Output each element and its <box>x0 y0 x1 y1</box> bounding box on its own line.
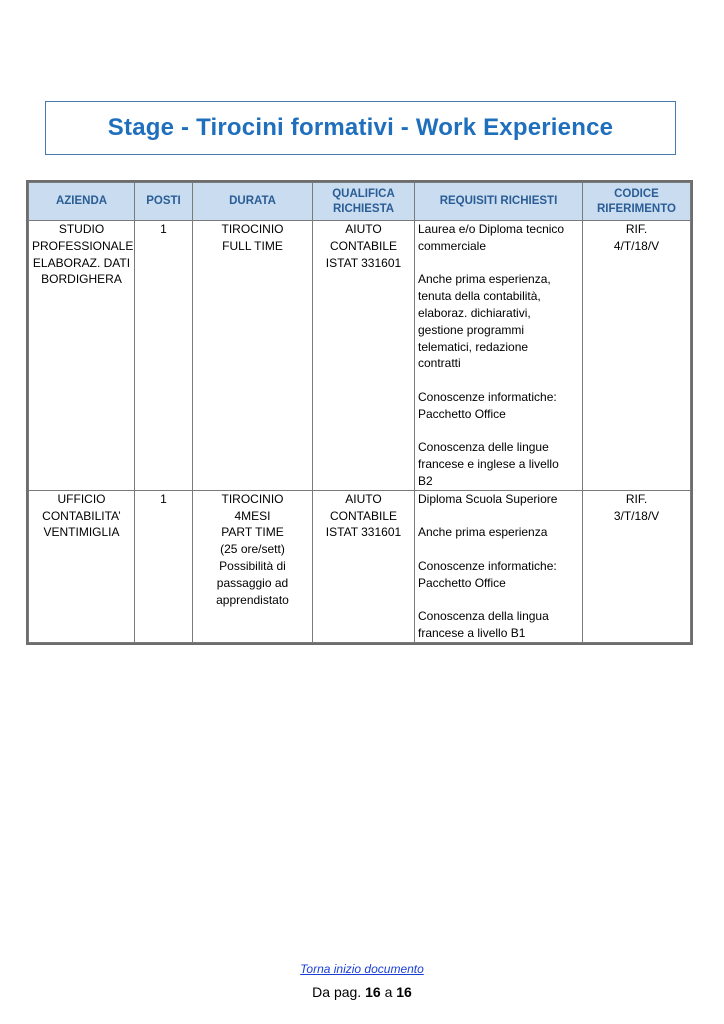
page-indicator <box>0 984 724 1000</box>
page-title: Stage - Tirocini formativi - Work Experience <box>107 114 614 141</box>
requisito-item: Conoscenza delle lingue francese e inglese a livello B2 <box>418 440 559 488</box>
requisito-item: Conoscenze informatiche: Pacchetto Office <box>418 558 557 590</box>
table-row <box>29 221 691 491</box>
header-codice: CODICE RIFERIMENTO <box>583 183 691 221</box>
cell-codice: RIF. 3/T/18/V <box>583 490 691 642</box>
header-posti: POSTI <box>135 183 193 221</box>
page-prefix: Da pag. <box>312 984 362 1000</box>
page-current: 16 <box>365 984 381 1000</box>
page-sep: a <box>384 984 393 1000</box>
cell-posti: 1 <box>135 490 193 642</box>
cell-requisiti <box>415 490 583 642</box>
header-qualifica: QUALIFICA RICHIESTA <box>313 183 415 221</box>
table-row <box>29 490 691 642</box>
cell-azienda: UFFICIO CONTABILITA’ VENTIMIGLIA <box>29 490 135 642</box>
requisito-item: Diploma Scuola Superiore <box>418 491 558 506</box>
title-box <box>45 101 676 155</box>
header-requisiti: REQUISITI RICHIESTI <box>415 183 583 221</box>
header-durata: DURATA <box>193 183 313 221</box>
cell-azienda: STUDIO PROFESSIONALE ELABORAZ. DATI BORDIGHERA <box>29 221 135 491</box>
requisito-item: Anche prima esperienza <box>418 525 548 540</box>
requisito-item: Anche prima esperienza, tenuta della contabilità, elaboraz. dichiarativi, gestione programmi telematici, redazione contratti <box>418 272 551 371</box>
page-total: 16 <box>396 984 412 1000</box>
cell-requisiti <box>415 221 583 491</box>
cell-codice: RIF. 4/T/18/V <box>583 221 691 491</box>
requisito-item: Conoscenza della lingua francese a livello B1 <box>418 609 549 641</box>
cell-durata: TIROCINIO FULL TIME <box>193 221 313 491</box>
requisito-item: Laurea e/o Diploma tecnico commerciale <box>418 222 565 253</box>
cell-qualifica: AIUTO CONTABILE ISTAT 331601 <box>313 221 415 491</box>
back-to-top-link[interactable]: Torna inizio documento <box>300 962 424 976</box>
cell-durata: TIROCINIO 4MESI PART TIME (25 ore/sett) Possibilità di passaggio ad apprendistato <box>193 490 313 642</box>
cell-posti: 1 <box>135 221 193 491</box>
table-header-row <box>29 183 691 221</box>
requisito-item: Conoscenze informatiche: Pacchetto Office <box>418 389 557 421</box>
job-table <box>28 182 691 643</box>
header-azienda: AZIENDA <box>29 183 135 221</box>
cell-qualifica: AIUTO CONTABILE ISTAT 331601 <box>313 490 415 642</box>
